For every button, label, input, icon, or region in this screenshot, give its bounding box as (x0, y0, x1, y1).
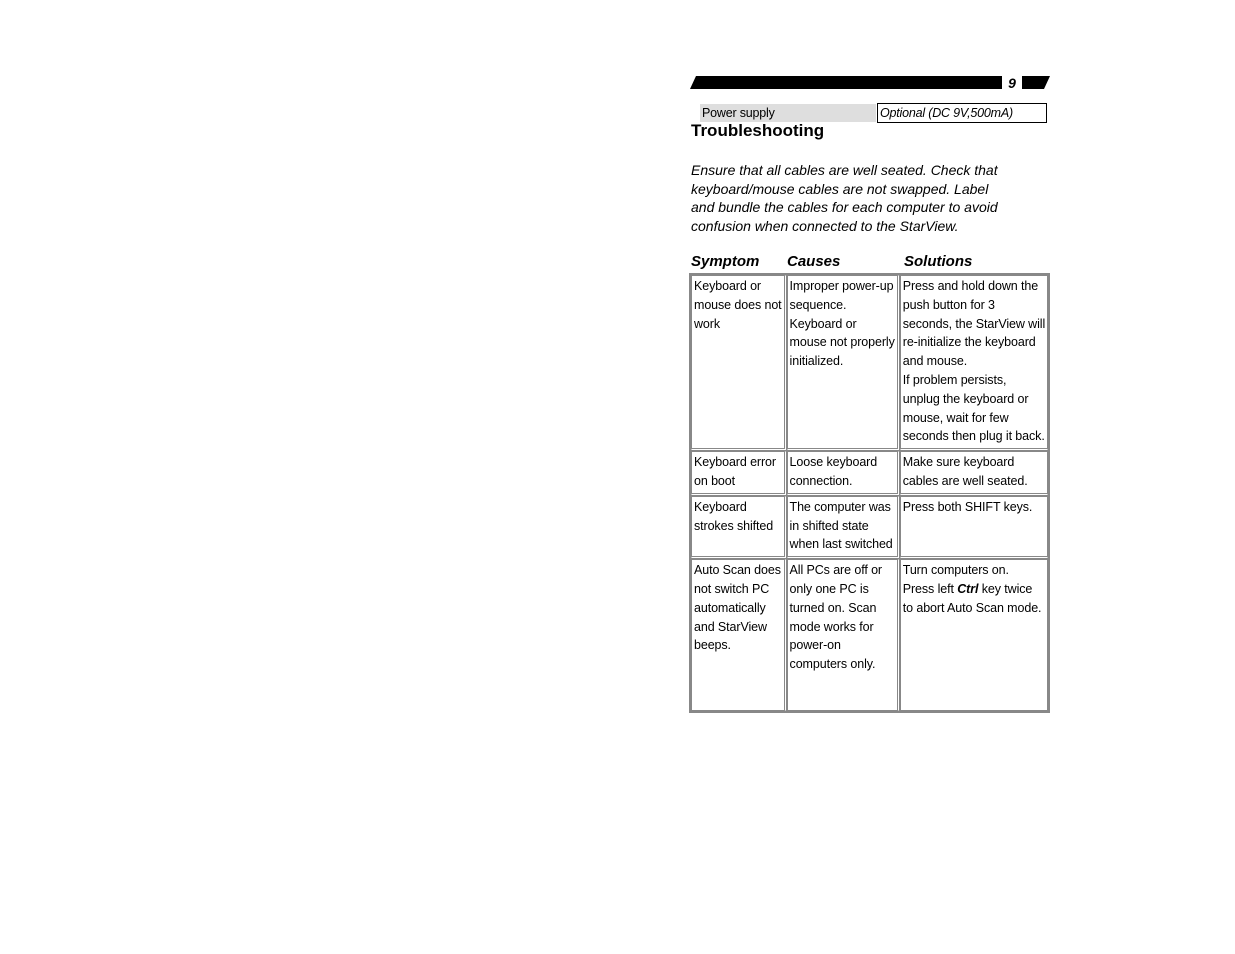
cell-line: mouse, wait for few (902, 410, 1009, 425)
cell-line: Make sure keyboard (902, 455, 1015, 470)
symptom-cell (691, 275, 787, 451)
cell-line: strokes shifted (694, 518, 774, 533)
cell-line: sequence. (789, 297, 847, 312)
symptom-cell (691, 451, 787, 496)
solutions-cell (900, 496, 1048, 559)
cell-line: Press both SHIFT keys. (902, 499, 1033, 514)
cell-line: If problem persists, (902, 372, 1007, 387)
page-number: 9 (1008, 75, 1016, 91)
header-rule (690, 76, 1002, 89)
cell-line: Keyboard or (789, 316, 857, 331)
causes-cell (787, 496, 900, 559)
cell-line: work (694, 316, 720, 331)
cell-line: when last switched (789, 537, 893, 552)
spec-label: Power supply (700, 104, 876, 122)
cell-line: power-on (789, 638, 841, 653)
spec-row (700, 103, 1047, 123)
cell-text: key twice (978, 581, 1033, 596)
cell-line: Press and hold down the (902, 279, 1039, 293)
cell-line: and mouse. (902, 354, 968, 369)
cell-line: Auto Scan does (694, 563, 781, 578)
table-row (691, 451, 1048, 496)
cell-line: only one PC is (789, 581, 869, 596)
cell-line: connection. (789, 473, 853, 488)
column-header-causes: Causes (787, 253, 841, 270)
cell-line: mouse not properly (789, 335, 895, 350)
cell-text: Press left (902, 581, 958, 596)
cell-line: Keyboard (694, 499, 747, 514)
symptom-cell (691, 559, 787, 711)
intro-paragraph (691, 161, 1021, 236)
intro-line: confusion when connected to the StarView. (691, 218, 959, 235)
symptom-cell (691, 496, 787, 559)
table-row (691, 559, 1048, 711)
cell-line: computers only. (789, 657, 876, 672)
intro-line: keyboard/mouse cables are not swapped. Label (691, 180, 989, 197)
cell-line: initialized. (789, 354, 844, 369)
cell-line: not switch PC (694, 581, 770, 596)
solutions-cell (900, 275, 1048, 451)
spec-value: Optional (DC 9V,500mA) (877, 103, 1047, 123)
cell-line: in shifted state (789, 518, 869, 533)
cell-line: Loose keyboard (789, 455, 878, 470)
cell-line: re-initialize the keyboard (902, 335, 1036, 350)
cell-line: mode works for (789, 619, 874, 634)
cell-line: push button for 3 (902, 297, 995, 312)
cell-line: seconds, the StarView will (902, 316, 1046, 331)
ctrl-key-label: Ctrl (957, 581, 979, 596)
cell-line: All PCs are off or (789, 563, 882, 578)
causes-cell (787, 451, 900, 496)
cell-line: The computer was (789, 499, 891, 514)
column-header-solutions: Solutions (904, 253, 973, 270)
cell-line: on boot (694, 473, 736, 488)
solutions-cell (900, 559, 1048, 711)
cell-line: Improper power-up (789, 279, 894, 293)
cell-line: mouse does not (694, 297, 782, 312)
causes-cell (787, 559, 900, 711)
troubleshooting-table (689, 273, 1050, 713)
cell-line: beeps. (694, 638, 731, 653)
cell-line (903, 580, 1045, 599)
causes-cell (787, 275, 900, 451)
cell-line: to abort Auto Scan mode. (902, 600, 1042, 615)
solutions-cell (900, 451, 1048, 496)
cell-line: unplug the keyboard or (902, 391, 1029, 406)
intro-line: and bundle the cables for each computer to avoid (691, 199, 998, 216)
section-title: Troubleshooting (691, 121, 825, 140)
cell-line: cables are well seated. (902, 473, 1028, 488)
table-row (691, 496, 1048, 559)
intro-line: Ensure that all cables are well seated. Check that (691, 162, 998, 178)
cell-line: Keyboard or (694, 279, 761, 293)
header-tab (1022, 76, 1052, 89)
column-header-symptom: Symptom (691, 253, 760, 270)
cell-line: seconds then plug it back. (902, 429, 1045, 444)
cell-line: turned on. Scan (789, 600, 877, 615)
cell-line: and StarView (694, 619, 767, 634)
table-row (691, 275, 1048, 451)
cell-line: Turn computers on. (902, 563, 1009, 578)
cell-line: Keyboard error (694, 455, 776, 470)
cell-line: automatically (694, 600, 766, 615)
